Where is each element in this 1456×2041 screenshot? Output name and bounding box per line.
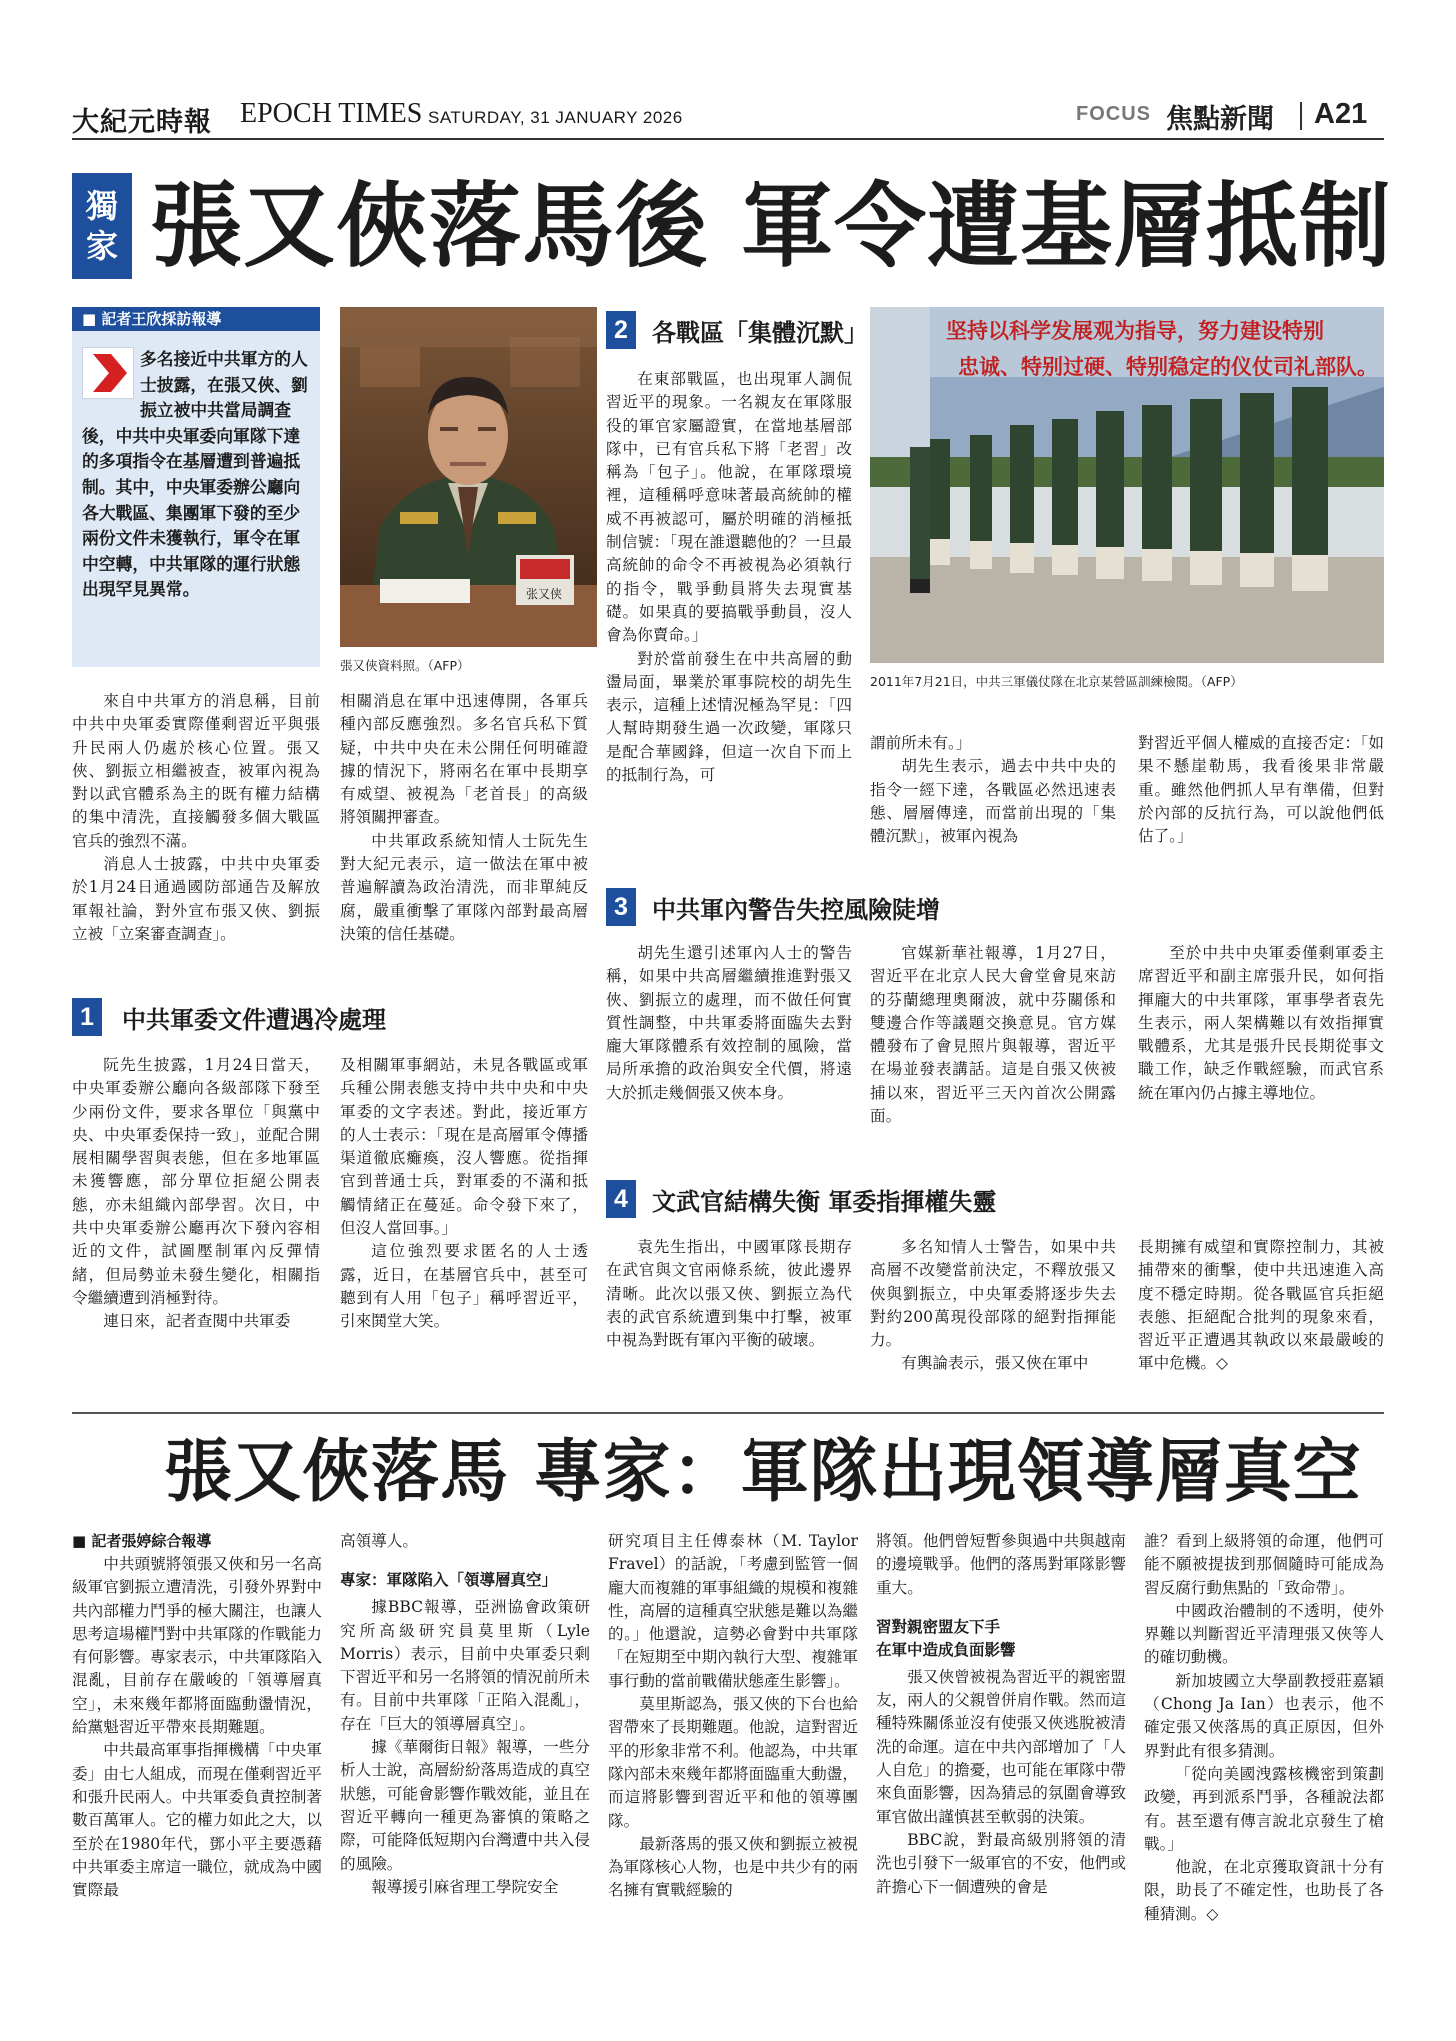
paragraph: 袁先生指出，中國軍隊長期存在武官與文官兩條系統，彼此邊界清晰。此次以張又俠、劉振立為代表的武官系統遭到集中打擊，被軍中視為對既有軍內平衡的破壞。 — [606, 1238, 852, 1350]
photo-honor-guard — [870, 307, 1384, 663]
paragraph: 有輿論表示，張又俠在軍中 — [901, 1354, 1089, 1373]
story2-byline: ■ 記者張婷綜合報導 — [72, 1532, 212, 1550]
paragraph: 中共頭號將領張又俠和另一名高級軍官劉振立遭清洗，引發外界對中共內部權力鬥爭的極大關注，也讓人思考這場權鬥對中共軍隊的作戰能力有何影響。專家表示，中共軍隊陷入混亂，目前存在嚴峻的「領導層真空」，未來幾年都將面臨動盪情況，給黨魁習近平帶來長期難題。 — [72, 1555, 322, 1737]
paragraph: 這位強烈要求匿名的人士透露，近日，在基層官兵中，甚至可聽到有人用「包子」稱呼習近平，引來鬨堂大笑。 — [340, 1242, 588, 1331]
paragraph: 在東部戰區，也出現軍人調侃習近平的現象。一名親友在軍隊服役的軍官家屬證實，在當地基層部隊中，已有官兵私下將「老習」改稱為「包子」。他說，在軍隊環境裡，這種稱呼意味著最高統帥的權威不再被認可，屬於明確的消極抵制信號：「現在誰還聽他的？一旦最高統帥的命令不再被視為必須執行的指令，戰爭動員將失去現實基礎。如果真的要搞戰爭動員，沒人會為你賣命。」 — [606, 370, 852, 645]
photo2-caption: 2011年7月21日，中共三軍儀仗隊在北京某營區訓練檢閱。（AFP） — [870, 674, 1243, 689]
lead-box — [72, 307, 320, 667]
story2-column-3 — [608, 1530, 858, 1903]
section-3-column-c — [1138, 942, 1384, 1105]
paragraph: 將領。他們曾短暫參與過中共與越南的邊境戰爭。他們的落馬對軍隊影響重大。 — [876, 1532, 1126, 1597]
paragraph: 長期擁有威望和實際控制力，其被捕帶來的衝擊，使中共迅速進入高度不穩定時期。從各戰區官兵拒絕表態、拒絕配合批判的現象來看，習近平正遭遇其執政以來最嚴峻的軍中危機。◇ — [1138, 1238, 1384, 1373]
masthead-name-en: EPOCH TIMES — [240, 98, 423, 129]
paragraph: 張又俠曾被視為習近平的親密盟友，兩人的父親曾併肩作戰。然而這種特殊關係並沒有使張又俠逃脫被清洗的命運。這在中共內部增加了「人人自危」的擔憂，也可能在軍隊中帶來負面影響，因為猜忌的氛圍會導致軍官做出謹慎甚至軟弱的決策。 — [876, 1667, 1126, 1826]
story2-subhead-1: 專家：軍隊陷入「領導層真空」 — [340, 1571, 558, 1590]
story-divider — [72, 1412, 1384, 1414]
section-3-title: 中共軍內警告失控風險陡增 — [652, 896, 940, 924]
story2-column-2 — [340, 1530, 590, 1899]
paragraph: 中國政治體制的不透明，使外界難以判斷習近平清理張又俠等人的確切動機。 — [1144, 1601, 1384, 1667]
photo-zhang-youxia — [340, 307, 597, 647]
paragraph: 及相關軍事網站，未見各戰區或軍兵種公開表態支持中共中央和中央軍委的文字表述。對此，接近軍方的人士表示：「現在是高層軍令傳播渠道徹底癱瘓，沒人響應。從指揮官到普通士兵，對軍委的不滿和抵觸情緒正在蔓延。命令發下來了，但沒人當回事。」 — [340, 1056, 588, 1238]
story2-subhead-2a: 習對親密盟友下手 — [876, 1617, 1001, 1636]
section-1-column-a — [72, 1054, 320, 1334]
exclusive-tag — [72, 173, 132, 279]
lead-paragraph — [82, 347, 312, 603]
paragraph: 據《華爾街日報》報導，一些分析人士說，高層紛紛落馬造成的真空狀態，可能會影響作戰效能，並且在習近平轉向一種更為審慎的策略之際，可能降低短期內台灣遭中共入侵的風險。 — [340, 1738, 590, 1873]
masthead-rule — [72, 138, 1384, 140]
paragraph: 研究項目主任傅泰林（M. Taylor Fravel）的話說，「考慮到監管一個龐大而複雜的軍事組織的規模和複雜性，高層的這種真空狀態是難以為繼的。」他還說，這勢必會對中共軍隊「在短期至中期內執行大型、複雜軍事行動的當前戰備狀態產生影響」。 — [608, 1532, 858, 1690]
intro-column-b — [340, 690, 588, 946]
intro-column-a — [72, 690, 320, 946]
paragraph: 最新落馬的張又俠和劉振立被視為軍隊核心人物，也是中共少有的兩名擁有實戰經驗的 — [608, 1834, 858, 1900]
section-2-column-c — [1138, 732, 1384, 848]
paragraph: 對於當前發生在中共高層的動盪局面，畢業於軍事院校的胡先生表示，這種上述情況極為罕見：「四人幫時期發生過一次政變，軍隊只是配合華國鋒，但這一次自下而上的抵制行為，可 — [606, 649, 852, 785]
section-4-number: 4 — [606, 1180, 636, 1218]
section-3-column-b — [870, 942, 1116, 1128]
paragraph: 官媒新華社報導，1月27日，習近平在北京人民大會堂會見來訪的芬蘭總理奧爾波，就中芬關係和雙邊合作等議題交換意見。官方媒體發布了會見照片與報導，習近平在場並發表講話。這是自張又俠被捕以來，習近平三天內首次公開露面。 — [870, 944, 1116, 1126]
section-4-column-b — [870, 1236, 1116, 1376]
paragraph: 報導援引麻省理工學院安全 — [371, 1877, 559, 1896]
paragraph: 「從向美國洩露核機密到策劃政變，再到派系鬥爭，各種說法都有。甚至還有傳言說北京發生了槍戰。」 — [1144, 1764, 1384, 1853]
page-number: A21 — [1314, 98, 1368, 130]
exclusive-tag-text: 獨家 — [85, 187, 118, 265]
paragraph: 謂前所未有。」 — [870, 734, 972, 752]
section-3-column-a — [606, 942, 852, 1105]
lead-text: 多名接近中共軍方的人士披露，在張又俠、劉振立被中共當局調查後，中共中央軍委向軍隊下達的多項指令在基層遭到普遍抵制。其中，中央軍委辦公廳向各大戰區、集團軍下發的至少兩份文件未獲執行，軍令在軍中空轉，中共軍隊的運行狀態出現罕見異常。 — [82, 349, 308, 600]
section-label-zh: 焦點新聞 — [1166, 104, 1274, 135]
story2-column-1 — [72, 1530, 322, 1902]
paragraph: 中共最高軍事指揮機構「中央軍委」由七人組成，而現在僅剩習近平和張升民兩人。中共軍委負責控制著數百萬軍人。它的權力如此之大，以至於在1980年代，鄧小平主要憑藉中共軍委主席這一職位，就成為中國實際最 — [72, 1741, 322, 1900]
story2-column-4 — [876, 1530, 1126, 1899]
section-1-title: 中共軍委文件遭遇冷處理 — [122, 1006, 386, 1034]
paragraph: BBC說，對最高級別將領的清洗也引發下一級軍官的不安，他們或許擔心下一個遭殃的會是 — [876, 1830, 1126, 1896]
section-2-title: 各戰區「集體沉默」 — [652, 319, 868, 347]
section-1-number: 1 — [72, 998, 102, 1036]
masthead-divider — [1300, 102, 1302, 130]
story2-headline: 張又俠落馬 專家：軍隊出現領導層真空 — [164, 1432, 1362, 1512]
paragraph: 據BBC報導，亞洲協會政策研究所高級研究員莫里斯（Lyle Morris）表示，目前中央軍委只剩下習近平和另一名將領的情況前所未有。目前中共軍隊「正陷入混亂」，存在「巨大的領導層真空」。 — [340, 1598, 590, 1733]
paragraph: 中共軍政系統知情人士阮先生對大紀元表示，這一做法在軍中被普遍解讀為政治清洗，而非單純反腐，嚴重衝擊了軍隊內部對最高層決策的信任基礎。 — [340, 831, 588, 943]
story2-subhead-2b: 在軍中造成負面影響 — [876, 1640, 1016, 1659]
paragraph: 連日來，記者查閱中共軍委 — [103, 1312, 291, 1331]
paragraph: 多名知情人士警告，如果中共高層不改變當前決定，不釋放張又俠與劉振立，中央軍委將逐步失去對約200萬現役部隊的絕對指揮能力。 — [870, 1238, 1116, 1350]
masthead-name-zh: 大紀元時報 — [72, 107, 212, 138]
section-2-number: 2 — [606, 311, 636, 349]
section-4-column-a — [606, 1236, 852, 1352]
paragraph: 新加坡國立大學副教授莊嘉穎（Chong Ja Ian）也表示，他不確定張又俠落馬的真正原因，但外界對此有很多猜測。 — [1144, 1671, 1384, 1760]
section-1-column-b — [340, 1054, 588, 1334]
section-2-column-a — [606, 368, 852, 787]
paragraph: 他說，在北京獲取資訊十分有限，助長了不確定性，也助長了各種猜測。◇ — [1144, 1858, 1384, 1923]
photo1-caption: 張又俠資料照。（AFP） — [340, 658, 470, 673]
paragraph: 胡先生表示，過去中共中央的指令一經下達，各戰區必然迅速表態、層層傳達，而當前出現的「集體沉默」，被軍內視為 — [870, 757, 1116, 846]
section-4-title: 文武官結構失衡 軍委指揮權失靈 — [652, 1188, 997, 1216]
paragraph: 對習近平個人權威的直接否定：「如果不懸崖勒馬，我看後果非常嚴重。雖然他們抓人早有準備，但對於內部的反抗行為，可以說他們低估了。」 — [1138, 734, 1384, 846]
paragraph: 高領導人。 — [340, 1532, 418, 1550]
paragraph: 胡先生還引述軍內人士的警告稱，如果中共高層繼續推進對張又俠、劉振立的處理，而不做任何實質性調整，中共軍委將面臨失去對龐大軍隊體系有效控制的風險，當局所承擔的政治與安全代價，將遠大於抓走幾個張又俠本身。 — [606, 944, 852, 1102]
paragraph: 誰？看到上級將領的命運，他們可能不願被提拔到那個隨時可能成為習反腐行動焦點的「致命帶」。 — [1144, 1532, 1384, 1597]
nameplate-text: 张又侠 — [526, 587, 563, 601]
banner-line-2: 忠诚、特别过硬、特别稳定的仪仗司礼部队。 — [958, 355, 1378, 379]
main-headline: 張又俠落馬後 軍令遭基層抵制 — [150, 172, 1393, 280]
byline: ■ 記者王欣採訪報導 — [72, 307, 320, 331]
section-2-column-b — [870, 732, 1116, 848]
section-label-en: FOCUS — [1076, 103, 1151, 125]
section-4-column-c — [1138, 1236, 1384, 1376]
paragraph: 相關消息在軍中迅速傳開，各軍兵種內部反應強烈。多名官兵私下質疑，中共中央在未公開任何明確證據的情況下，將兩名在軍中長期享有威望、被視為「老首長」的高級將領關押審查。 — [340, 692, 588, 827]
banner-line-1: 坚持以科学发展观为指导，努力建设特别 — [946, 319, 1324, 343]
story2-column-5 — [1144, 1530, 1384, 1926]
paragraph: 莫里斯認為，張又俠的下台也給習帶來了長期難題。他說，這對習近平的形象非常不利。他認為，中共軍隊內部未來幾年都將面臨重大動盪，而這將影響到習近平和他的領導團隊。 — [608, 1695, 858, 1830]
paragraph: 阮先生披露，1月24日當天，中央軍委辦公廳向各級部隊下發至少兩份文件，要求各單位「與黨中央、中央軍委保持一致」，並配合開展相關學習與表態，但在多地軍區未獲響應，部分單位拒絕公開表態，亦未組織內部學習。次日，中共中央軍委辦公廳再次下發內容相近的文件，試圖壓制軍內反彈情緒，但局勢並未發生變化，相關指令繼續遭到消極對待。 — [72, 1056, 320, 1307]
masthead-date: SATURDAY, 31 JANUARY 2026 — [428, 108, 683, 127]
paragraph: 消息人士披露，中共中央軍委於1月24日通過國防部通告及解放軍報社論，對外宣布張又俠、劉振立被「立案審查調查」。 — [72, 855, 320, 943]
paragraph: 至於中共中央軍委僅剩軍委主席習近平和副主席張升民，如何指揮龐大的中共軍隊，軍事學者袁先生表示，兩人架構難以有效指揮實戰體系，尤其是張升民長期從事文職工作，缺乏作戰經驗，而武官系統在軍內仍占據主導地位。 — [1138, 944, 1384, 1102]
paragraph: 來自中共軍方的消息稱，目前中共中央軍委實際僅剩習近平與張升民兩人仍處於核心位置。張又俠、劉振立相繼被查，被軍內視為對以武官體系為主的既有權力結構的集中清洗，直接觸發多個大戰區官兵的強烈不滿。 — [72, 692, 320, 850]
section-3-number: 3 — [606, 888, 636, 926]
